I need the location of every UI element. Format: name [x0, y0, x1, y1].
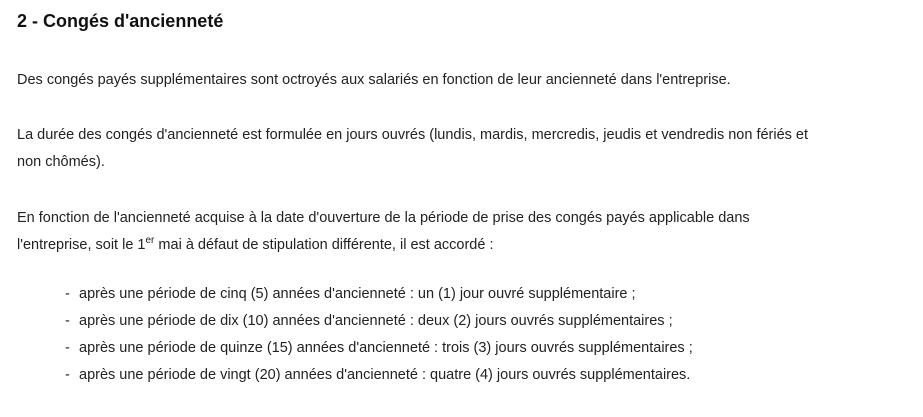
paragraph-duration-line-2: non chômés).: [17, 154, 105, 170]
paragraph-intro-text: Des congés payés supplémentaires sont octroyés aux salariés en fonction de leur ancienneté dans l'entreprise.: [17, 72, 731, 88]
paragraph-entitlement-line-1: En fonction de l'ancienneté acquise à la date d'ouverture de la période de prise des congés payés applicable dans: [17, 210, 750, 226]
list-item: [17, 281, 693, 308]
section-heading: 2 - Congés d'ancienneté: [17, 11, 224, 31]
paragraph-intro: [17, 67, 731, 94]
list-bullet: -: [65, 367, 70, 383]
list-item-text: après une période de cinq (5) années d'ancienneté : un (1) jour ouvré supplémentaire ;: [79, 286, 636, 302]
paragraph-entitlement-line-2-start: l'entreprise, soit le 1: [17, 237, 146, 253]
list-item: [17, 308, 693, 335]
paragraph-duration-line-1: La durée des congés d'ancienneté est formulée en jours ouvrés (lundis, mardis, mercredis, jeudis et vendredis non fériés et: [17, 127, 809, 143]
list-item-text: après une période de quinze (15) années d'ancienneté : trois (3) jours ouvrés supplémentaires ;: [79, 340, 693, 356]
ordinal-superscript: er: [145, 235, 155, 246]
paragraph-entitlement: [17, 205, 750, 259]
seniority-list: [17, 281, 693, 389]
list-bullet: -: [65, 286, 70, 302]
list-item-text: après une période de dix (10) années d'ancienneté : deux (2) jours ouvrés supplémentaires ;: [79, 313, 673, 329]
list-item: [17, 362, 693, 389]
list-item-text: après une période de vingt (20) années d'ancienneté : quatre (4) jours ouvrés supplémentaires.: [79, 367, 691, 383]
list-bullet: -: [65, 340, 70, 356]
list-bullet: -: [65, 313, 70, 329]
paragraph-duration: [17, 122, 808, 176]
list-item: [17, 335, 693, 362]
paragraph-entitlement-line-2-end: mai à défaut de stipulation différente, il est accordé :: [154, 237, 494, 253]
